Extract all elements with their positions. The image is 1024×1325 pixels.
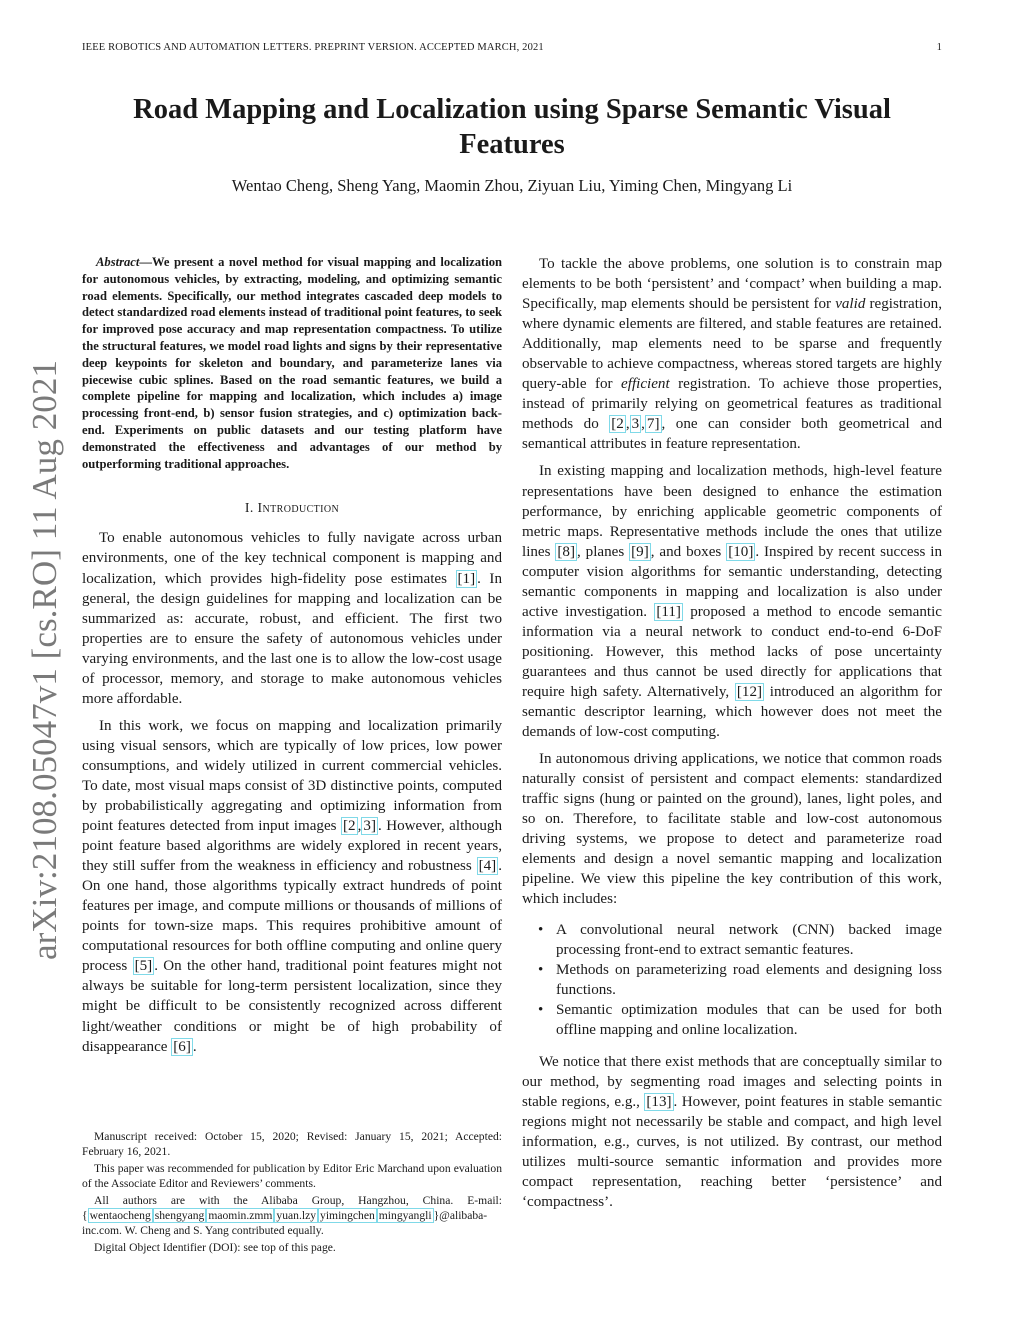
section-numeral: I. (244, 500, 254, 516)
section-title: Introduction (257, 500, 340, 516)
journal-header: IEEE ROBOTICS AND AUTOMATION LETTERS. PREPRINT VERSION. ACCEPTED MARCH, 2021 (82, 42, 544, 53)
running-head (82, 42, 942, 58)
citation-link[interactable]: [10] (728, 543, 754, 560)
intro-paragraph-3: To tackle the above problems, one solution is to constrain map elements to be both ‘persistent’ and ‘compact’ when building a map. Specifically, map elements should be persistent for valid registration, where dynamic elements are filtered, and stable features are retained. Additionally, map elements need to be sparse and frequently observable to achieve compactness, whereas stored targets are highly query-able for efficient registration. To achieve those properties, instead of primarily relying on geometrical features as traditional methods do [2 , 3 , 7] , one can consider both geometrical and semantical attributes in feature representation. (522, 256, 942, 453)
list-item: • A convolutional neural network (CNN) backed image processing front-end to extract semantic features. (538, 921, 942, 958)
citation-link[interactable]: [9] (631, 543, 649, 560)
author-list: Wentao Cheng, Sheng Yang, Maomin Zhou, Ziyuan Liu, Yiming Chen, Mingyang Li (231, 176, 793, 195)
right-column (522, 254, 942, 1212)
citation-link[interactable]: [6] (173, 1038, 191, 1055)
citation-link[interactable]: [2 (611, 416, 624, 433)
citation-link[interactable]: [2 (343, 818, 356, 835)
intro-paragraph-1: To enable autonomous vehicles to fully navigate across urban environments, one of the key technical component is mapping and localization, which provides high-fidelity pose estimates [1] . In general, the design guidelines for mapping and localization can be summarized as: accurate, robust, and efficient. The first two properties are to ensure the safety of autonomous vehicles under varying environments, and the last one is to allow the low-cost usage of processor, memory, and storage to make autonomous vehicles more affordable. (82, 530, 502, 707)
list-item: • Methods on parameterizing road elements and designing loss functions. (538, 961, 942, 998)
bullet-icon: • (538, 1001, 544, 1018)
intro-paragraph-5: In autonomous driving applications, we notice that common roads naturally consist of persistent and compact elements: standardized traffic signs (hung or painted on the ground), lanes, light poles, and so on. Therefore, to facilitate stable and low-cost autonomous driving systems, we propose to detect and parameterize road elements and design a novel semantic mapping and localization pipeline. We view this pipeline the key contribution of this work, which includes: (522, 751, 942, 908)
citation-link[interactable]: [13] (646, 1093, 672, 1110)
arxiv-stamp-text: arXiv:2108.05047v1 [cs.RO] 11 Aug 2021 (25, 362, 64, 960)
list-item: • Semantic optimization modules that can be used for both offline mapping and online localization. (538, 1001, 942, 1038)
contribution-list (522, 920, 942, 1040)
footnote-received: Manuscript received: October 15, 2020; Revised: January 15, 2021; Accepted: February 16, 2021. (82, 1130, 502, 1158)
intro-paragraph-2: In this work, we focus on mapping and localization primarily using visual sensors, which are typically of low prices, low power consumptions, and widely utilized in current commercial vehicles. To date, most visual maps consist of 3D distinctive points, computed by probabilistically aggregating and optimizing information from point features detected from input images [2 , 3] . However, although point feature based algorithms are widely explored in recent years, they still suffer from the weakness in efficiency and robustness [4] . On one hand, those algorithms typically extract hundreds of point features per image, and compute millions or thousands of millions of points for town-size maps. This requires prohibitive amount of computational resources for both offline computing and online query process [5] . On the other hand, traditional point features might not always be suitable for long-term persistent localization, since they might be difficult to be consistently recognized across different light/weather conditions or might be of high probability of disappearance [6] . (82, 717, 502, 1055)
footnote-doi: Digital Object Identifier (DOI): see top of this page. (94, 1241, 336, 1255)
abstract-label: Abstract (96, 255, 140, 269)
citation-link[interactable]: 3] (363, 818, 376, 835)
citation-link[interactable]: [1] (457, 570, 476, 587)
email-link[interactable]: shengyang (154, 1208, 205, 1222)
citation-link[interactable]: [12] (736, 683, 763, 700)
citation-link[interactable]: [11] (656, 603, 681, 620)
bullet-icon: • (538, 961, 544, 978)
left-column (82, 254, 502, 1057)
citation-link[interactable]: [8] (557, 543, 576, 560)
email-link[interactable]: wentaocheng (89, 1208, 151, 1222)
email-link[interactable]: maomin.zmm (208, 1208, 273, 1222)
citation-link[interactable]: [4] (478, 858, 497, 875)
email-link[interactable]: mingyangli (378, 1208, 432, 1222)
intro-paragraph-6: We notice that there exist methods that are conceptually similar to our method, by segmenting road images and selecting points in stable regions, e.g., [13] . However, point features in stable semantic regions might not necessarily be stable and compact, and high level information, e.g., curves, is not utilized. By contrast, our method utilizes multi-source semantic information and provides more compact representation, reaching better ‘persistence’ and ‘compactness’. (522, 1053, 942, 1211)
paper-title: Road Mapping and Localization using Sparse Semantic Visual Features (133, 94, 891, 160)
footnotes (82, 1130, 502, 1259)
intro-paragraph-4: In existing mapping and localization methods, high-level feature representations have been designed to enhance the estimation performance, by enriching applicable geometric components of metric maps. Representative methods include the ones that utilize lines [8] , planes [9] , and boxes [10] . Inspired by recent success in computer vision algorithms for semantic understanding, detecting semantic components in mapping and localization is also under active investigation. [11] proposed a method to encode semantic information via a neural network to conduct end-to-end 6-DoF positioning. However, this method lacks of pose uncertainty guarantees and thus cannot be used directly for applications that require high safety. Alternatively, [12] introduced an algorithm for semantic descriptor learning, which however does not meet the demands of low-cost computing. (522, 463, 943, 741)
bullet-icon: • (538, 921, 544, 938)
section-heading (82, 498, 502, 518)
citation-link[interactable]: [5] (134, 958, 153, 975)
citation-link[interactable]: 7] (646, 416, 660, 433)
abstract (82, 254, 502, 472)
abstract-text: We present a novel method for visual mapping and localization for autonomous vehicles, by extracting, modeling, and optimizing semantic road elements. Specifically, our method integrates cascaded deep models to detect standardized road elements instead of traditional point features, to seek for improved pose accuracy and map representation compactness. To utilize the structural features, we model road lights and signs by their representative deep keypoints for skeleton and boundary, and parameterize lanes via piecewise cubic splines. Based on the road semantic features, we build a complete pipeline for mapping and localization, which includes a) image processing front-end, b) sensor fusion strategies, and c) optimization back-end. Experiments on public datasets and our testing platform have demonstrated the effectiveness and advantages of our method by outperforming traditional approaches. (82, 255, 502, 471)
page-number: 1 (936, 42, 942, 53)
abstract-dash: — (139, 255, 152, 269)
footnote-affiliation: All authors are with the Alibaba Group, Hangzhou, China. E-mail: { wentaocheng shengyang maomin.zmm yuan.lzy yimingchen mingyangli }@alibaba-inc.com. W. Cheng and S. Yang contributed equally. (82, 1194, 502, 1237)
footnote-recommended: This paper was recommended for publication by Editor Eric Marchand upon evaluation of the Associate Editor and Reviewers’ comments. (82, 1162, 502, 1190)
arxiv-stamp (8, 350, 78, 970)
email-link[interactable]: yuan.lzy (276, 1208, 317, 1222)
citation-link[interactable]: 3 (631, 416, 640, 433)
email-link[interactable]: yimingchen (320, 1208, 375, 1222)
